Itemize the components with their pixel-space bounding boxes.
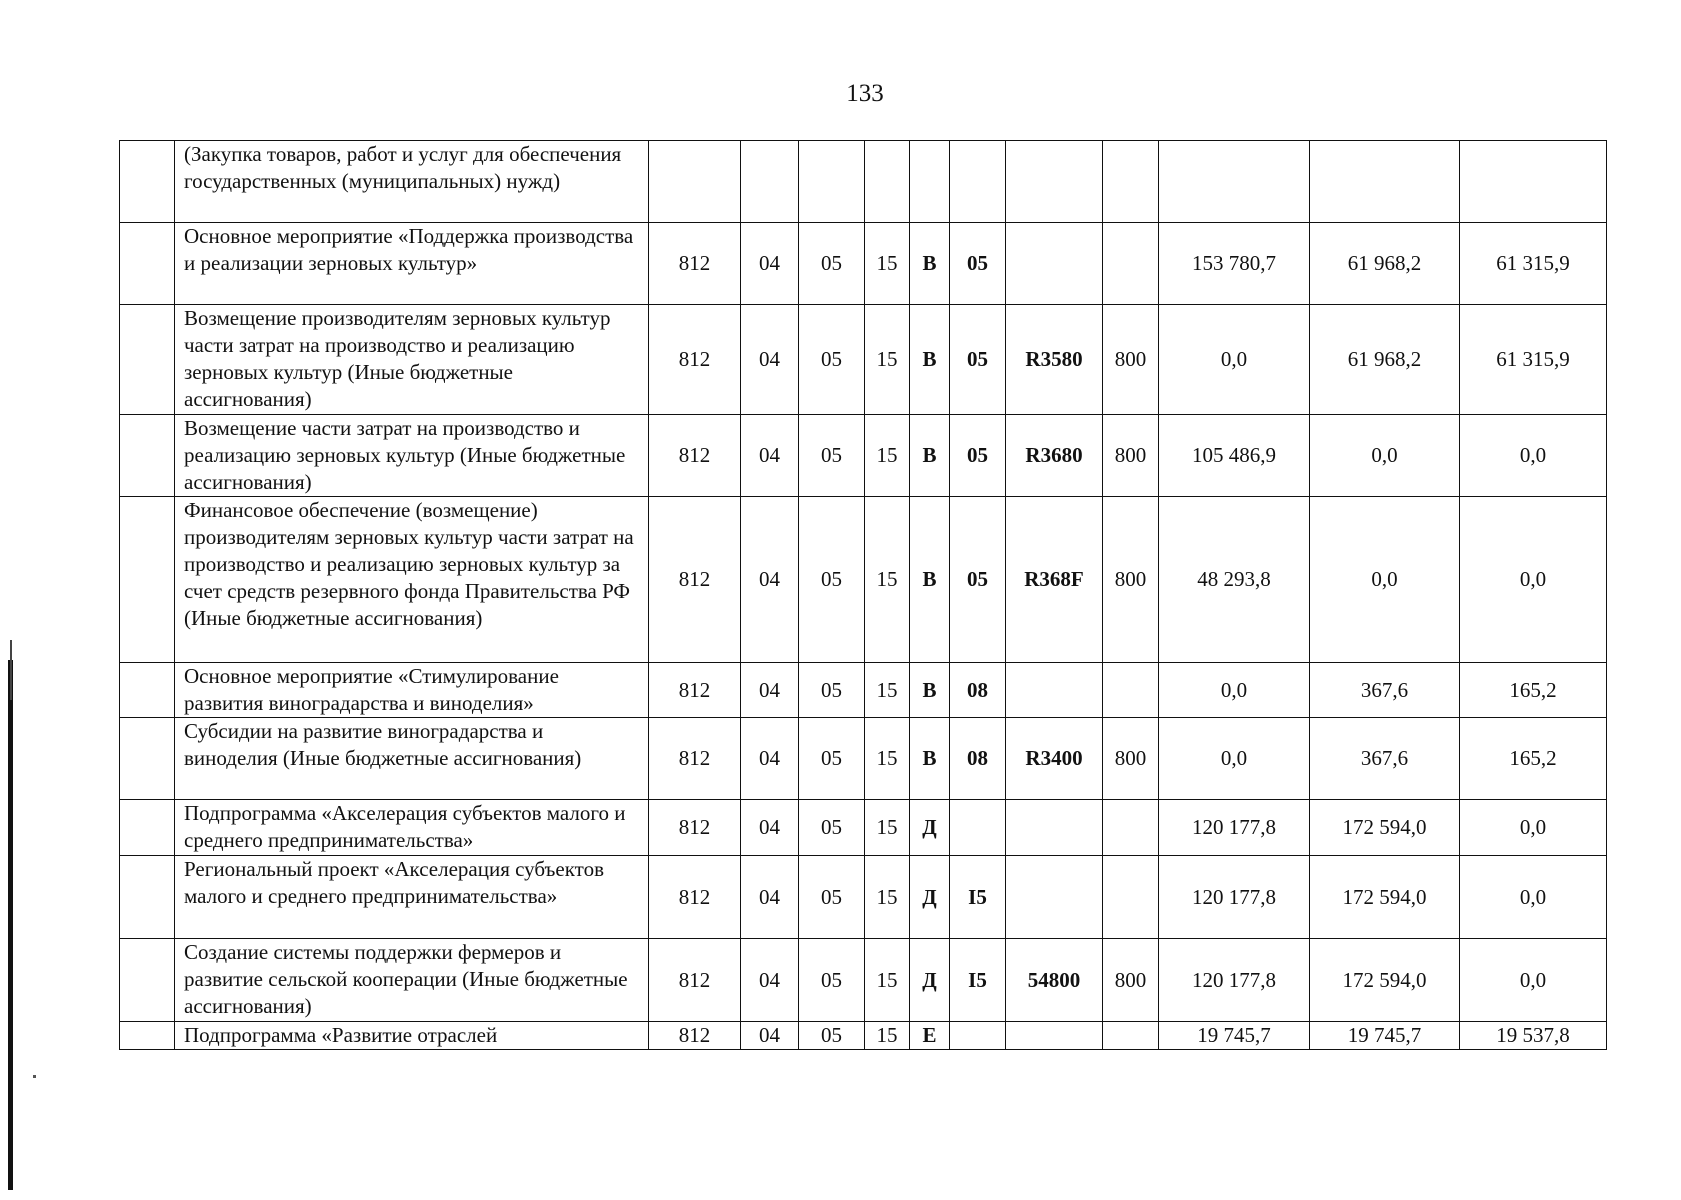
cell-num [120,305,175,415]
cell-num [120,1022,175,1050]
cell-y1: 120 177,8 [1159,939,1310,1022]
cell-y3 [1460,141,1607,223]
table-row [120,718,1607,800]
table-row [120,663,1607,718]
cell-y2: 61 968,2 [1310,305,1460,415]
cell-c4 [1006,800,1103,856]
cell-num [120,141,175,223]
cell-c3: 05 [950,223,1006,305]
cell-c2: Е [910,1022,950,1050]
table-row [120,497,1607,663]
cell-num [120,223,175,305]
cell-pr: 05 [799,497,865,663]
cell-vr [1103,856,1159,939]
cell-name: Основное мероприятие «Стимулирование развития виноградарства и виноделия» [175,663,649,718]
cell-c1 [865,141,910,223]
cell-y2 [1310,141,1460,223]
cell-c4 [1006,663,1103,718]
cell-c3: 08 [950,718,1006,800]
cell-gr: 812 [649,856,741,939]
cell-y1: 120 177,8 [1159,800,1310,856]
cell-c1: 15 [865,1022,910,1050]
cell-y2: 172 594,0 [1310,939,1460,1022]
cell-name: Возмещение производителям зерновых культур части затрат на производство и реализацию зерновых культур (Иные бюджетные ассигнования) [175,305,649,415]
cell-rz: 04 [741,939,799,1022]
cell-y1: 48 293,8 [1159,497,1310,663]
cell-y1: 153 780,7 [1159,223,1310,305]
cell-y1 [1159,141,1310,223]
cell-y2: 61 968,2 [1310,223,1460,305]
cell-y2: 19 745,7 [1310,1022,1460,1050]
cell-c2: В [910,223,950,305]
cell-gr: 812 [649,800,741,856]
table-row [120,223,1607,305]
cell-vr: 800 [1103,939,1159,1022]
cell-vr: 800 [1103,415,1159,497]
cell-c1: 15 [865,939,910,1022]
cell-c2: В [910,718,950,800]
cell-y2: 0,0 [1310,497,1460,663]
cell-pr: 05 [799,305,865,415]
cell-gr: 812 [649,497,741,663]
cell-rz: 04 [741,1022,799,1050]
cell-num [120,856,175,939]
cell-name: Создание системы поддержки фермеров и развитие сельской кооперации (Иные бюджетные ассигнования) [175,939,649,1022]
cell-num [120,800,175,856]
cell-c2 [910,141,950,223]
cell-c4 [1006,223,1103,305]
cell-c4: R368F [1006,497,1103,663]
cell-name: Подпрограмма «Развитие отраслей [175,1022,649,1050]
cell-y1: 105 486,9 [1159,415,1310,497]
cell-name: Возмещение части затрат на производство и реализацию зерновых культур (Иные бюджетные ассигнования) [175,415,649,497]
table-row [120,141,1607,223]
cell-gr: 812 [649,223,741,305]
cell-y3: 165,2 [1460,718,1607,800]
cell-c1: 15 [865,305,910,415]
cell-c2: В [910,497,950,663]
cell-name: Региональный проект «Акселерация субъектов малого и среднего предпринимательства» [175,856,649,939]
cell-y2: 172 594,0 [1310,856,1460,939]
cell-num [120,415,175,497]
cell-y3: 165,2 [1460,663,1607,718]
cell-rz [741,141,799,223]
cell-vr [1103,141,1159,223]
cell-gr: 812 [649,1022,741,1050]
cell-y1: 0,0 [1159,305,1310,415]
cell-c3: 05 [950,415,1006,497]
cell-c3: 08 [950,663,1006,718]
cell-y3: 0,0 [1460,800,1607,856]
cell-name: Финансовое обеспечение (возмещение) производителям зерновых культур части затрат на производство и реализацию зерновых культур за счет средств резервного фонда Правительства РФ (Иные бюджетные ассигнования) [175,497,649,663]
cell-y3: 0,0 [1460,856,1607,939]
cell-c4: R3400 [1006,718,1103,800]
cell-rz: 04 [741,800,799,856]
cell-pr [799,141,865,223]
cell-y3: 0,0 [1460,497,1607,663]
page-number: 133 [846,80,884,107]
cell-y3: 19 537,8 [1460,1022,1607,1050]
scan-edge-mark [8,660,13,1190]
cell-y2: 367,6 [1310,663,1460,718]
table-row [120,856,1607,939]
cell-rz: 04 [741,856,799,939]
cell-c4: 54800 [1006,939,1103,1022]
cell-c2: Д [910,939,950,1022]
cell-y1: 19 745,7 [1159,1022,1310,1050]
cell-c3: 05 [950,497,1006,663]
cell-gr: 812 [649,415,741,497]
cell-c4 [1006,141,1103,223]
cell-c1: 15 [865,223,910,305]
cell-c3: I5 [950,856,1006,939]
cell-rz: 04 [741,497,799,663]
cell-name: Подпрограмма «Акселерация субъектов малого и среднего предпринимательства» [175,800,649,856]
cell-y1: 0,0 [1159,718,1310,800]
cell-c4 [1006,856,1103,939]
cell-name: Основное мероприятие «Поддержка производства и реализации зерновых культур» [175,223,649,305]
cell-y2: 367,6 [1310,718,1460,800]
cell-pr: 05 [799,663,865,718]
cell-rz: 04 [741,663,799,718]
cell-c2: Д [910,856,950,939]
cell-gr: 812 [649,305,741,415]
table-row [120,939,1607,1022]
cell-y1: 0,0 [1159,663,1310,718]
cell-c3 [950,800,1006,856]
cell-y3: 61 315,9 [1460,305,1607,415]
cell-num [120,939,175,1022]
cell-pr: 05 [799,415,865,497]
cell-name: (Закупка товаров, работ и услуг для обеспечения государственных (муниципальных) нужд) [175,141,649,223]
cell-y3: 0,0 [1460,939,1607,1022]
cell-c2: Д [910,800,950,856]
cell-vr: 800 [1103,497,1159,663]
cell-c2: В [910,663,950,718]
table-row [120,1022,1607,1050]
scan-speck [33,1075,36,1078]
cell-c4 [1006,1022,1103,1050]
cell-c2: В [910,415,950,497]
cell-c1: 15 [865,718,910,800]
budget-table [119,140,1607,1050]
cell-vr [1103,663,1159,718]
cell-c1: 15 [865,800,910,856]
cell-gr [649,141,741,223]
cell-pr: 05 [799,1022,865,1050]
cell-vr: 800 [1103,305,1159,415]
cell-c3: 05 [950,305,1006,415]
cell-c4: R3580 [1006,305,1103,415]
cell-c1: 15 [865,856,910,939]
cell-c4: R3680 [1006,415,1103,497]
scan-edge-mark-thin [10,640,12,700]
cell-vr [1103,223,1159,305]
cell-vr [1103,800,1159,856]
cell-y1: 120 177,8 [1159,856,1310,939]
cell-rz: 04 [741,718,799,800]
cell-c2: В [910,305,950,415]
table-row [120,415,1607,497]
cell-pr: 05 [799,223,865,305]
cell-y3: 61 315,9 [1460,223,1607,305]
cell-pr: 05 [799,856,865,939]
cell-c3 [950,141,1006,223]
cell-y3: 0,0 [1460,415,1607,497]
cell-vr: 800 [1103,718,1159,800]
table-row [120,305,1607,415]
cell-num [120,663,175,718]
cell-name: Субсидии на развитие виноградарства и виноделия (Иные бюджетные ассигнования) [175,718,649,800]
cell-y2: 0,0 [1310,415,1460,497]
cell-vr [1103,1022,1159,1050]
cell-gr: 812 [649,718,741,800]
table-row [120,800,1607,856]
cell-rz: 04 [741,415,799,497]
cell-gr: 812 [649,939,741,1022]
cell-pr: 05 [799,800,865,856]
cell-c1: 15 [865,415,910,497]
cell-c3: I5 [950,939,1006,1022]
cell-rz: 04 [741,305,799,415]
cell-pr: 05 [799,718,865,800]
cell-c1: 15 [865,663,910,718]
cell-rz: 04 [741,223,799,305]
cell-pr: 05 [799,939,865,1022]
cell-y2: 172 594,0 [1310,800,1460,856]
cell-gr: 812 [649,663,741,718]
cell-c1: 15 [865,497,910,663]
cell-c3 [950,1022,1006,1050]
cell-num [120,718,175,800]
cell-num [120,497,175,663]
